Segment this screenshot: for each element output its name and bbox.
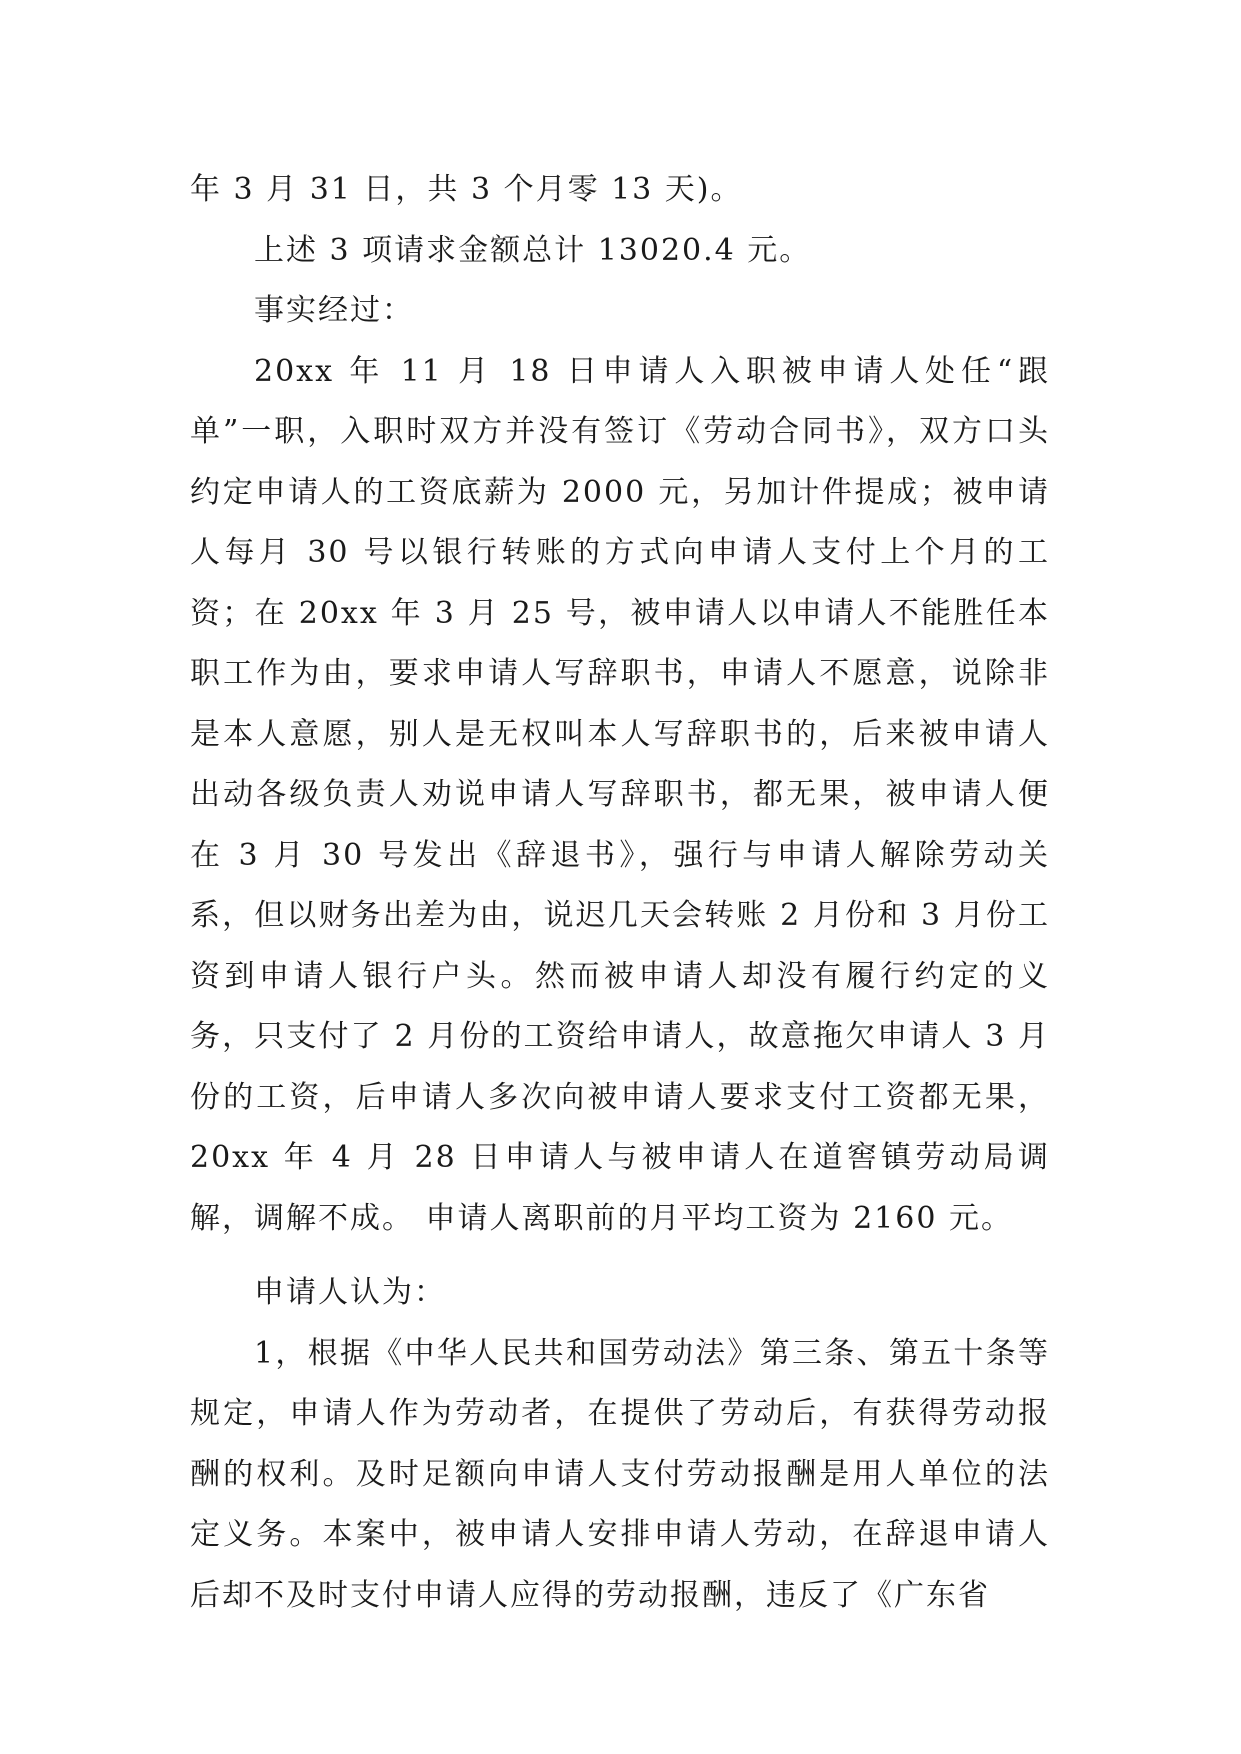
paragraph-facts: 20xx 年 11 月 18 日申请人入职被申请人处任“跟单”一职，入职时双方并没有签订《劳动合同书》，双方口头约定申请人的工资底薪为 2000 元，另加计件提成；被申请人每月 30 号以银行转账的方式向申请人支付上个月的工资；在 20xx 年 3 月 25 号，被申请人以申请人不能胜任本职工作为由，要求申请人写辞职书，申请人不愿意，说除非是本人意愿，别人是无权叫本人写辞职书的，后来被申请人出动各级负责人劝说申请人写辞职书，都无果，被申请人便在 3 月 30 号发出《辞退书》，强行与申请人解除劳动关系，但以财务出差为由，说迟几天会转账 2 月份和 3 月份工资到申请人银行户头。然而被申请人却没有履行约定的义务，只支付了 2 月份的工资给申请人，故意拖欠申请人 3 月份的工资，后申请人多次向被申请人要求支付工资都无果，20xx 年 4 月 28 日申请人与被申请人在道窖镇劳动局调解，调解不成。 申请人离职前的月平均工资为 2160 元。 [190,353,1050,1236]
paragraph-point-1: 1，根据《中华人民共和国劳动法》第三条、第五十条等规定，申请人作为劳动者，在提供了劳动后，有获得劳动报酬的权利。及时足额向申请人支付劳动报酬是用人单位的法定义务。本案中，被申请人安排申请人劳动，在辞退申请人后却不及时支付申请人应得的劳动报酬，违反了《广东省 [190,1335,1050,1613]
heading-facts: 事实经过： [254,293,414,328]
document-body [190,160,1050,1626]
paragraph-continuation: 年 3 月 31 日，共 3 个月零 13 天)。 [190,172,743,207]
heading-applicant-view: 申请人认为： [254,1275,446,1310]
paragraph-claim-total: 上述 3 项请求金额总计 13020.4 元。 [254,232,812,268]
